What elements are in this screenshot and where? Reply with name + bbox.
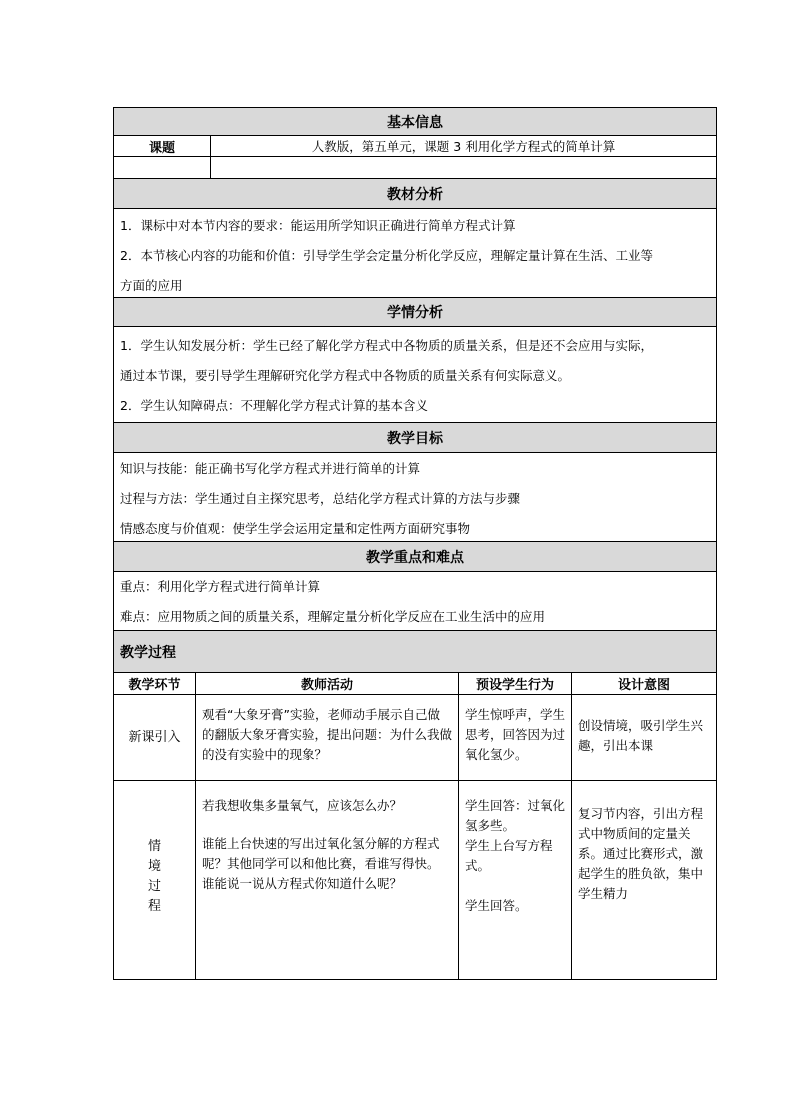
material-content (113, 208, 717, 297)
empty-row (113, 156, 717, 178)
paragraph: 谁能说一说从方程式你知道什么呢？ (202, 876, 403, 891)
goals-content (113, 452, 717, 541)
section-header-goals (113, 422, 717, 452)
keys-content (113, 571, 717, 630)
text-line: 2．学生认知障碍点：不理解化学方程式计算的基本含义 (120, 398, 428, 413)
column-header-stage: 教学环节 (114, 673, 196, 694)
empty-cell (114, 157, 211, 178)
lesson-plan-table (113, 107, 717, 980)
text-line: 知识与技能：能正确书写化学方程式并进行简单的计算 (120, 461, 421, 476)
stage-char: 情 (147, 839, 161, 854)
paragraph: 学生回答：过氧化氢多些。 (465, 798, 566, 833)
students-content (113, 326, 717, 422)
column-header-teacher: 教师活动 (196, 673, 459, 694)
section-title: 教学重点和难点 (366, 549, 464, 566)
section-header-process (113, 630, 717, 672)
section-header-students (113, 297, 717, 326)
text-line: 重点：利用化学方程式进行简单计算 (120, 579, 321, 594)
topic-row (113, 135, 717, 156)
text-line: 1．课标中对本节内容的要求：能运用所学知识正确进行简单方程式计算 (120, 218, 516, 233)
text-line: 情感态度与价值观：使学生学会运用定量和定性两方面研究事物 (120, 521, 471, 536)
text-line: 2．本节核心内容的功能和价值：引导学生学会定量分析化学反应，理解定量计算在生活、工业等 (120, 248, 653, 263)
paragraph: 谁能上台快速的写出过氧化氢分解的方程式呢？其他同学可以和他比赛，看谁写得快。 (202, 836, 440, 871)
empty-cell (211, 157, 716, 178)
topic-label: 课题 (114, 136, 211, 156)
student-behavior: 学生惊呼声，学生思考，回答因为过氧化氢少。 (459, 695, 572, 780)
process-row-intro (113, 694, 717, 780)
teacher-activity: 观看“大象牙膏”实验，老师动手展示自己做的翻版大象牙膏实验，提出问题：为什么我做的没有实验中的现象？ (196, 695, 459, 780)
text-line: 通过本节课，要引导学生理解研究化学方程式中各物质的质量关系有何实际意义。 (120, 368, 571, 383)
stage-cell: 新课引入 (114, 695, 196, 780)
section-title: 教学目标 (387, 430, 443, 447)
topic-value: 人教版，第五单元，课题 3 利用化学方程式的简单计算 (311, 139, 616, 154)
section-title: 学情分析 (387, 305, 443, 321)
section-header-basic (113, 107, 717, 135)
text-line: 过程与方法：学生通过自主探究思考，总结化学方程式计算的方法与步骤 (120, 491, 521, 506)
paragraph: 学生回答。 (465, 898, 528, 913)
section-title: 基本信息 (387, 114, 443, 131)
text-line: 1．学生认知发展分析：学生已经了解化学方程式中各物质的质量关系，但是还不会应用与实际， (120, 338, 653, 353)
section-title: 教材分析 (387, 186, 443, 203)
process-row-situation (113, 780, 717, 980)
stage-char: 境 (147, 859, 161, 874)
column-header-intent: 设计意图 (572, 673, 716, 694)
section-title: 教学过程 (120, 644, 176, 661)
section-header-material (113, 178, 717, 208)
text-line: 难点：应用物质之间的质量关系，理解定量分析化学反应在工业生活中的应用 (120, 609, 546, 624)
design-intent: 创设情境，吸引学生兴趣，引出本课 (578, 718, 704, 753)
column-header-students: 预设学生行为 (459, 673, 572, 694)
stage-char: 过 (147, 879, 161, 894)
text-line: 方面的应用 (120, 278, 183, 293)
teacher-activity (196, 781, 459, 979)
paragraph: 若我想收集多量氧气，应该怎么办？ (202, 798, 403, 813)
student-behavior (459, 781, 572, 979)
stage-cell (114, 781, 196, 979)
design-intent: 复习节内容，引出方程式中物质间的定量关系。通过比赛形式，激起学生的胜负欲，集中学生精力 (578, 806, 704, 901)
section-header-keys (113, 541, 717, 571)
process-table-header (113, 672, 717, 694)
paragraph: 学生上台写方程式。 (465, 838, 553, 873)
stage-char: 程 (147, 899, 161, 914)
